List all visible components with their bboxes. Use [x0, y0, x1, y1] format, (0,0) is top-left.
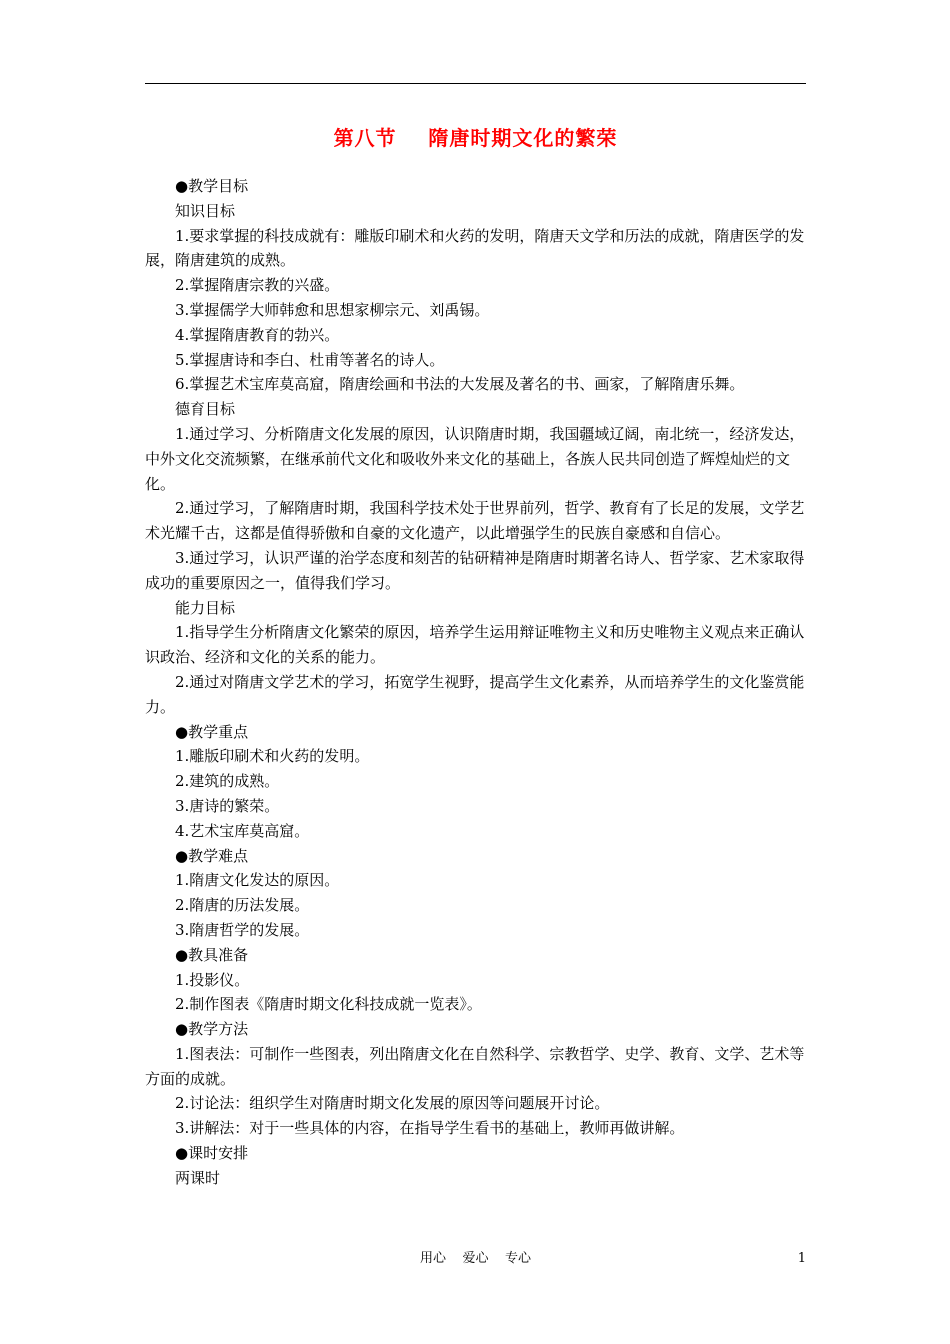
- section-heading-teaching-methods: ●教学方法: [175, 1020, 249, 1039]
- footer-motto: 用心 爱心 专心: [419, 1251, 532, 1266]
- list-item: 4.艺术宝库莫高窟。: [175, 821, 310, 840]
- list-item: 2.讨论法：组织学生对隋唐时期文化发展的原因等问题展开讨论。: [175, 1094, 610, 1113]
- list-item: 2.建筑的成熟。: [175, 772, 280, 791]
- page-title: 第八节 隋唐时期文化的繁荣: [333, 126, 618, 150]
- list-item: 1.指导学生分析隋唐文化繁荣的原因，培养学生运用辩证唯物主义和历史唯物主义观点来正确认识政治、经济和文化的关系的能力。: [145, 623, 805, 667]
- list-item: 2.制作图表《隋唐时期文化科技成就一览表》。: [175, 995, 482, 1014]
- subheading-ability-goals: 能力目标: [175, 598, 236, 617]
- subheading-moral-goals: 德育目标: [175, 400, 236, 419]
- document-body: [145, 174, 810, 1191]
- list-item: 3.掌握儒学大师韩愈和思想家柳宗元、刘禹锡。: [175, 300, 490, 319]
- header-rule: [145, 83, 806, 84]
- list-item: 1.雕版印刷术和火药的发明。: [175, 747, 370, 766]
- section-heading-teaching-goals: ●教学目标: [175, 177, 249, 195]
- section-heading-key-points: ●教学重点: [175, 722, 249, 741]
- list-item: 2.掌握隋唐宗教的兴盛。: [175, 276, 340, 295]
- list-item: 4.掌握隋唐教育的勃兴。: [175, 325, 340, 344]
- section-heading-difficulties: ●教学难点: [175, 846, 249, 865]
- section-heading-teaching-aids: ●教具准备: [175, 945, 249, 964]
- list-item: 1.图表法：可制作一些图表，列出隋唐文化在自然科学、宗教哲学、史学、教育、文学、艺术等方面的成就。: [145, 1044, 805, 1088]
- list-item: 1.通过学习、分析隋唐文化发展的原因，认识隋唐时期，我国疆域辽阔，南北统一，经济发达，中外文化交流频繁，在继承前代文化和吸收外来文化的基础上，各族人民共同创造了辉煌灿烂的文化。: [145, 424, 805, 493]
- page-number: 1: [797, 1251, 806, 1266]
- list-item: 3.唐诗的繁荣。: [175, 796, 280, 815]
- list-item: 1.隋唐文化发达的原因。: [175, 871, 340, 890]
- list-item: 3.通过学习，认识严谨的治学态度和刻苦的钻研精神是隋唐时期著名诗人、哲学家、艺术家取得成功的重要原因之一，值得我们学习。: [145, 548, 805, 592]
- list-item: 2.通过对隋唐文学艺术的学习，拓宽学生视野，提高学生文化素养，从而培养学生的文化鉴赏能力。: [145, 672, 805, 716]
- list-item: 2.隋唐的历法发展。: [175, 896, 310, 915]
- list-item: 5.掌握唐诗和李白、杜甫等著名的诗人。: [175, 350, 445, 369]
- list-item: 3.讲解法：对于一些具体的内容，在指导学生看书的基础上，教师再做讲解。: [175, 1119, 685, 1138]
- list-item: 1.投影仪。: [175, 970, 250, 989]
- list-item: 3.隋唐哲学的发展。: [175, 920, 310, 939]
- list-item: 2.通过学习，了解隋唐时期，我国科学技术处于世界前列，哲学、教育有了长足的发展，文学艺术光耀千古，这都是值得骄傲和自豪的文化遗产，以此增强学生的民族自豪感和自信心。: [145, 499, 805, 543]
- section-heading-schedule: ●课时安排: [175, 1144, 249, 1163]
- subheading-knowledge-goals: 知识目标: [175, 201, 236, 220]
- list-item: 6.掌握艺术宝库莫高窟，隋唐绘画和书法的大发展及著名的书、画家，了解隋唐乐舞。: [175, 375, 745, 394]
- list-item: 1.要求掌握的科技成就有：雕版印刷术和火药的发明，隋唐天文学和历法的成就，隋唐医学的发展，隋唐建筑的成熟。: [145, 226, 805, 270]
- list-item: 两课时: [175, 1168, 221, 1187]
